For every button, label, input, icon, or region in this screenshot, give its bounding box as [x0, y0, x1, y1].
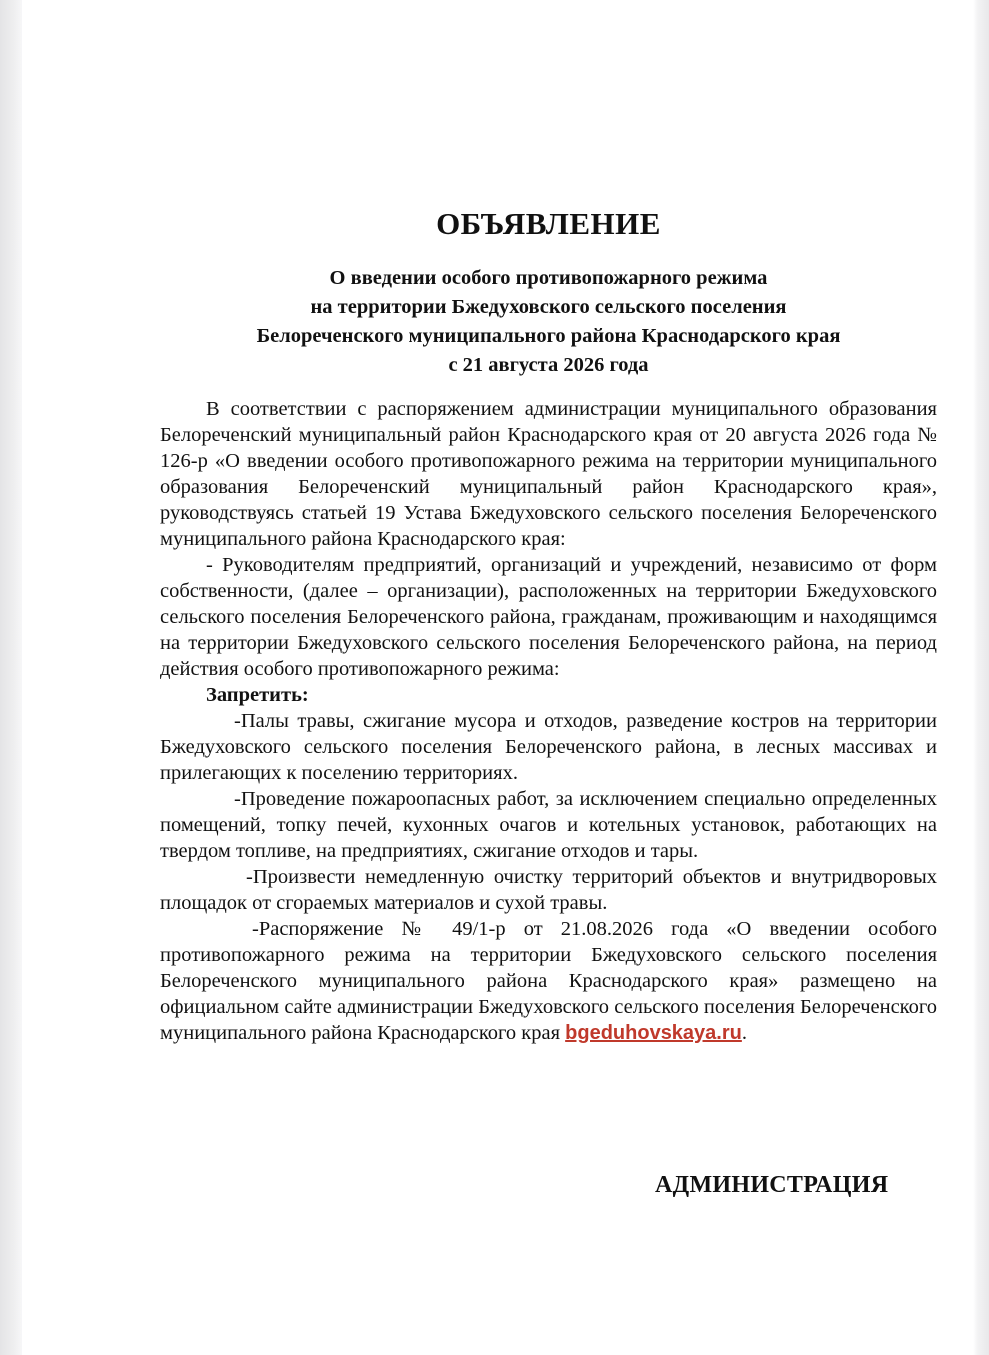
link-suffix: .: [741, 1022, 747, 1044]
prohibition-item-1: -Палы травы, сжигание мусора и отходов, разведение костров на территории Бжедуховского сельского поселения Белореченского района, в лесных массивах и прилегающих к поселению территориях.: [160, 710, 937, 784]
prohibition-item-2: -Проведение пожароопасных работ, за исключением специально определенных помещений, топку печей, кухонных очагов и котельных установок, работающих на твердом топливе, на предприятиях, сжигание отходов и тары.: [160, 788, 937, 862]
publication-paragraph: [160, 916, 937, 1046]
requirement-item-3: -Произвести немедленную очистку территорий объектов и внутридворовых площадок от сгораемых материалов и сухой травы.: [160, 866, 937, 914]
subtitle-line: с 21 августа 2026 года: [448, 354, 649, 376]
document-subtitle: [150, 264, 947, 380]
website-link[interactable]: bgeduhovskaya.ru: [565, 1022, 742, 1044]
document-title: ОБЪЯВЛЕНИЕ: [436, 206, 661, 241]
forbid-label: Запретить:: [206, 684, 309, 706]
page-shadow-right: [973, 0, 989, 1355]
signature: АДМИНИСТРАЦИЯ: [655, 1172, 889, 1198]
intro-paragraph: В соответствии с распоряжением администрации муниципального образования Белореченский муниципальный район Краснодарского края от 20 августа 2026 года № 126-р «О введении особого противопожарного режима на территории муниципального образования Белореченский муниципальный район Краснодарского края», руководствуясь статьей 19 Устава Бжедуховского сельского поселения Белореченского муниципального района Краснодарского края:: [160, 398, 937, 550]
page-shadow-left: [0, 0, 22, 1355]
subtitle-line: Белореченского муниципального района Краснодарского края: [256, 325, 841, 347]
subtitle-line: на территории Бжедуховского сельского поселения: [310, 296, 787, 318]
subtitle-line: О введении особого противопожарного режима: [329, 267, 768, 289]
document-body: [160, 396, 937, 1046]
publication-text: -Распоряжение № 49/1-р от 21.08.2026 года «О введении особого противопожарного режима на территории Бжедуховского сельского поселения Белореченского муниципального района Краснодарского края» размещено на официальном сайте администрации Бжедуховского сельского поселения Белореченского муниципального района Краснодарского края: [160, 918, 937, 1044]
addressees-paragraph: - Руководителям предприятий, организаций и учреждений, независимо от форм собственности, (далее – организации), расположенных на территории Бжедуховского сельского поселения Белореченского района, гражданам, проживающим и находящимся на территории Бжедуховского сельского поселения Белореченского района, на период действия особого противопожарного режима:: [160, 554, 937, 680]
